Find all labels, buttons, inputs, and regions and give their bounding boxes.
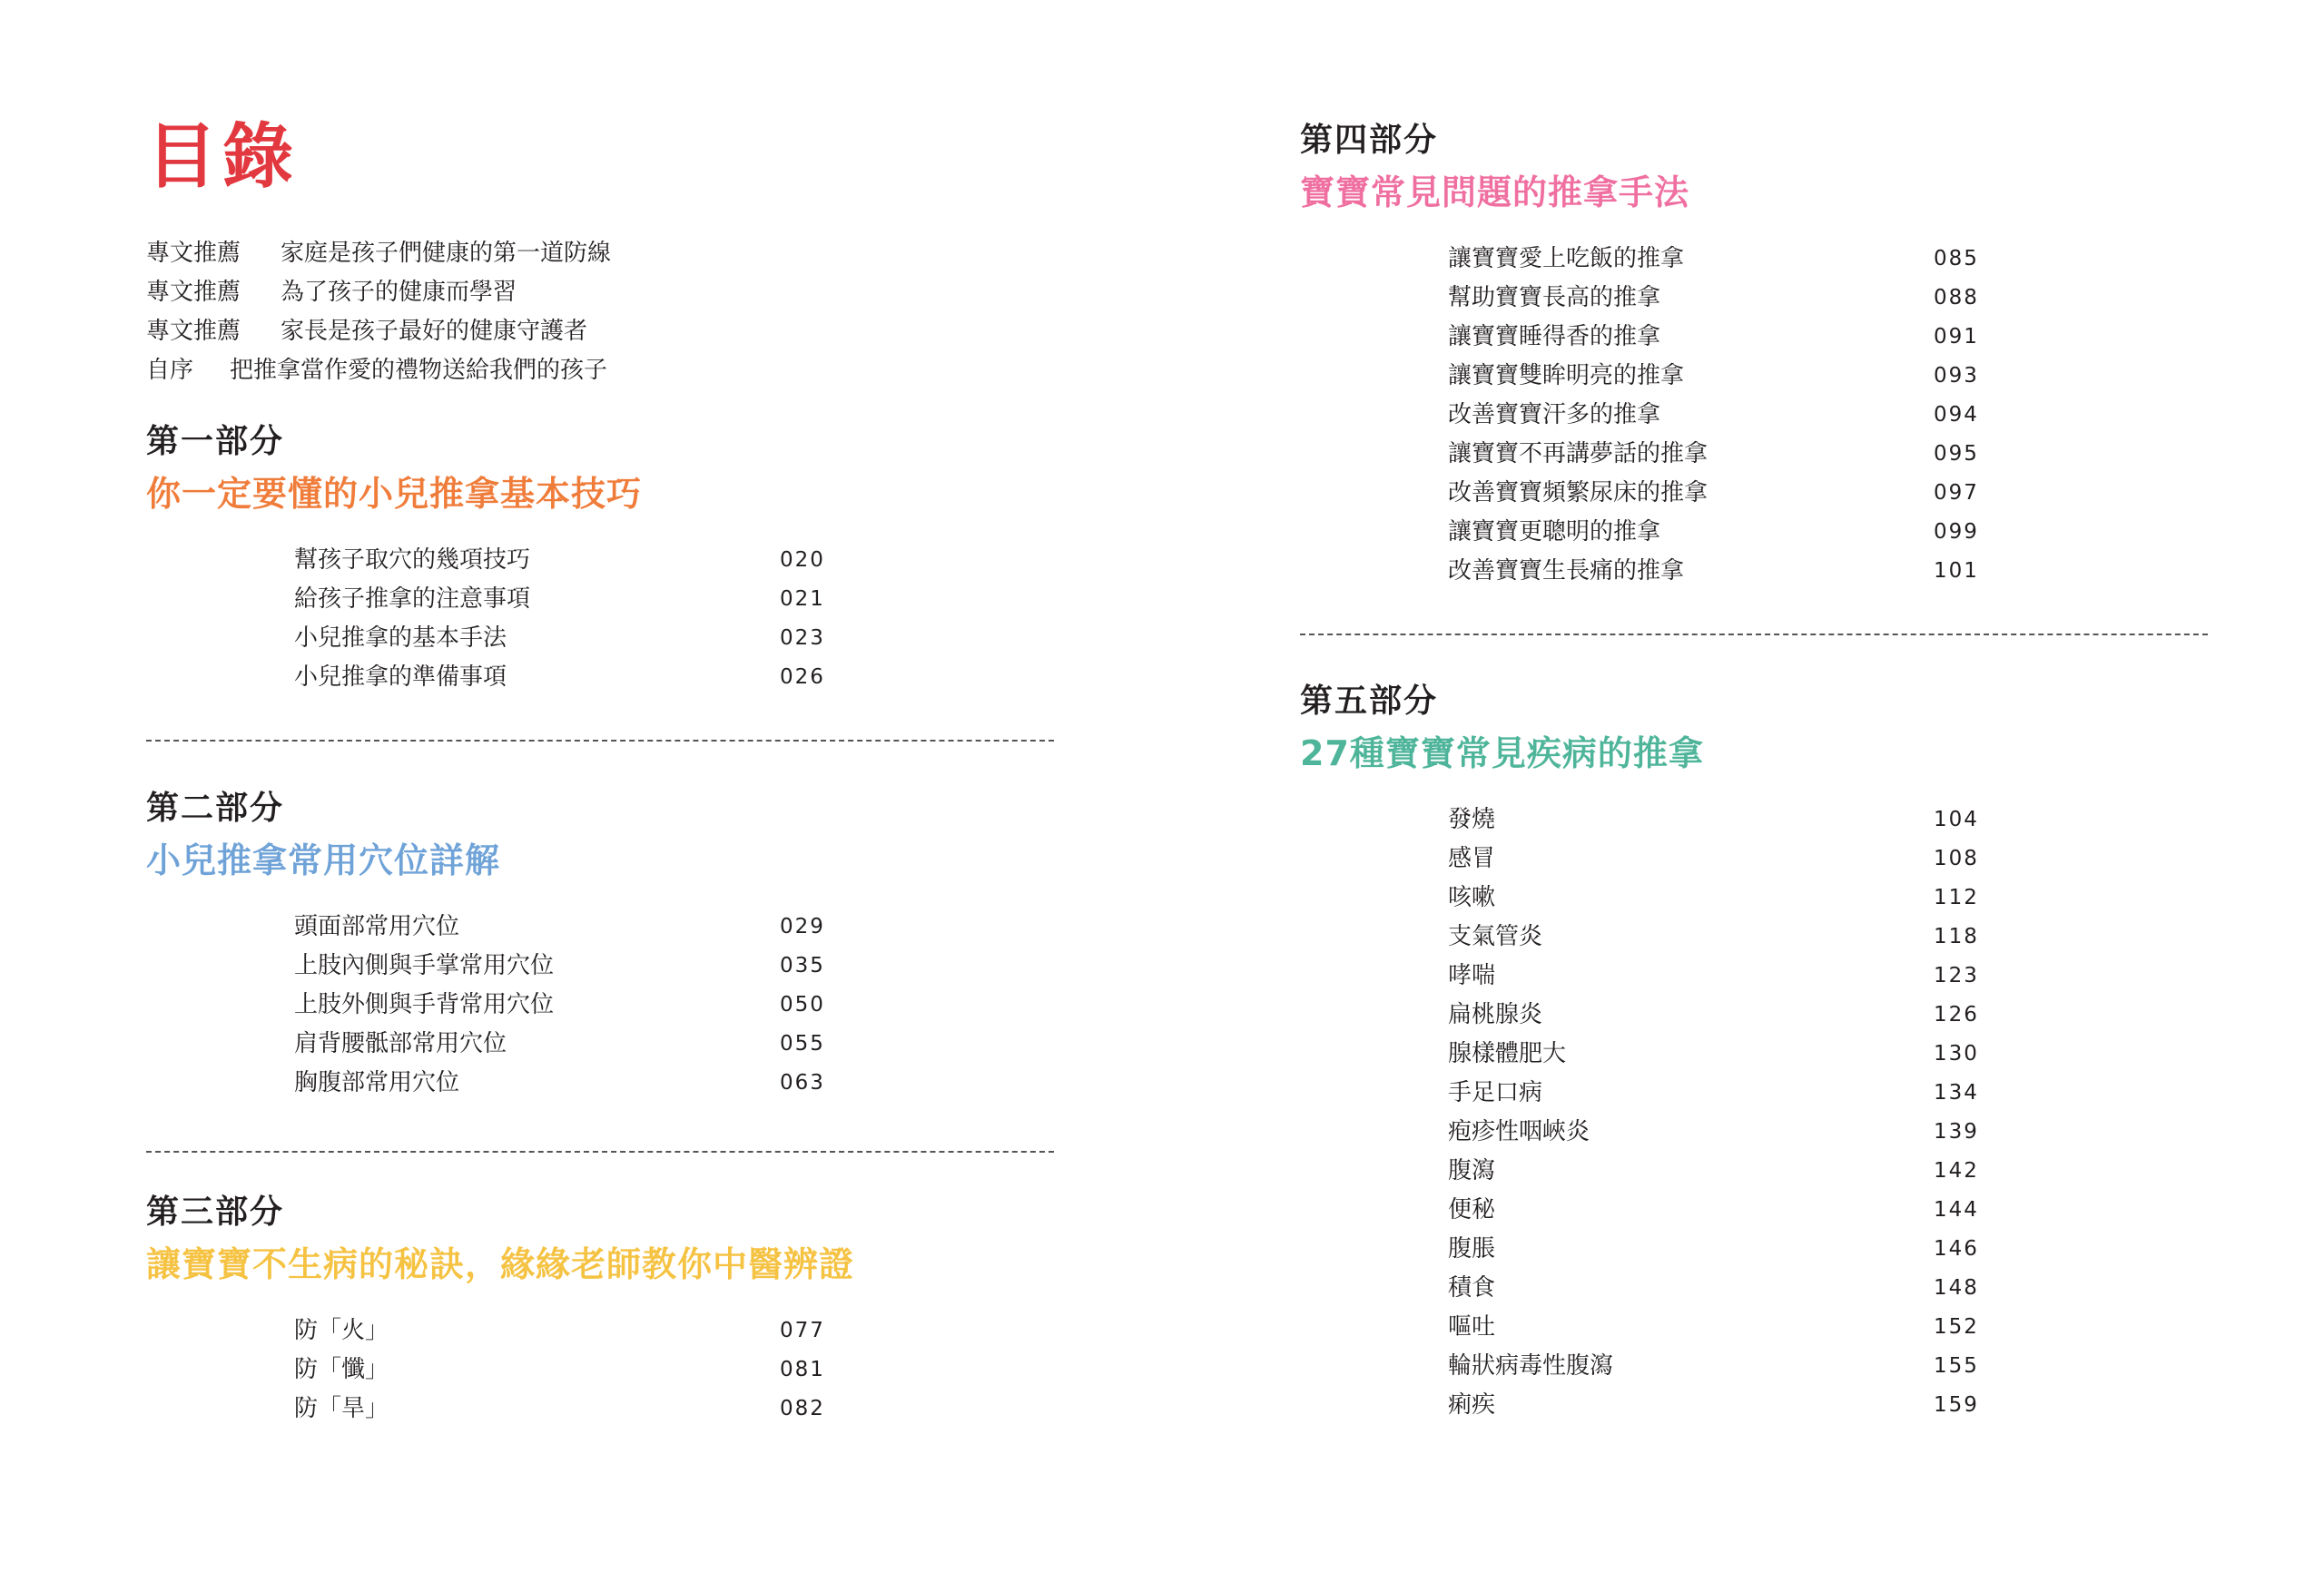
- section-divider: [146, 740, 1054, 742]
- intro-kind: 自序: [146, 357, 194, 384]
- entry-title: 感冒: [1448, 845, 1496, 872]
- part-title: 小兒推拿常用穴位詳解: [146, 840, 501, 880]
- toc-entry[interactable]: [1448, 1152, 1979, 1191]
- toc-entry[interactable]: [1448, 1308, 1979, 1347]
- part-label: 第四部分: [1300, 122, 1439, 159]
- intro-item[interactable]: [146, 234, 611, 273]
- toc-entry[interactable]: [1448, 996, 1979, 1035]
- toc-entry[interactable]: [294, 658, 825, 697]
- entry-page-number: 126: [1934, 1003, 1979, 1027]
- intro-item[interactable]: [146, 273, 611, 312]
- intro-item[interactable]: [146, 312, 611, 351]
- entry-page-number: 020: [780, 548, 825, 572]
- entry-page-number: 055: [780, 1032, 825, 1056]
- toc-entry[interactable]: [1448, 1035, 1979, 1074]
- intro-text: 家庭是孩子們健康的第一道防線: [281, 240, 612, 267]
- entry-title: 手足口病: [1448, 1079, 1543, 1106]
- entry-page-number: 094: [1934, 403, 1979, 427]
- entry-page-number: 130: [1934, 1042, 1979, 1066]
- entry-page-number: 091: [1934, 325, 1979, 349]
- toc-title: 目錄: [146, 116, 300, 198]
- entry-title: 胸腹部常用穴位: [294, 1069, 460, 1096]
- toc-entry[interactable]: [294, 580, 825, 619]
- entry-title: 腹脹: [1448, 1235, 1496, 1263]
- entry-page-number: 081: [780, 1358, 825, 1381]
- toc-entry[interactable]: [294, 986, 825, 1025]
- entry-page-number: 152: [1934, 1315, 1979, 1339]
- toc-entry[interactable]: [1448, 357, 1979, 396]
- entry-page-number: 146: [1934, 1237, 1979, 1261]
- toc-entry[interactable]: [1448, 801, 1979, 840]
- entry-page-number: 077: [780, 1319, 825, 1342]
- toc-entry[interactable]: [294, 1064, 825, 1103]
- entry-page-number: 026: [780, 665, 825, 689]
- entry-page-number: 139: [1934, 1120, 1979, 1144]
- entry-title: 改善寶寶頻繁尿床的推拿: [1448, 479, 1709, 506]
- entry-page-number: 148: [1934, 1276, 1979, 1300]
- entry-page-number: 118: [1934, 925, 1979, 948]
- toc-entry[interactable]: [1448, 1269, 1979, 1308]
- entry-page-number: 093: [1934, 364, 1979, 388]
- entry-title: 小兒推拿的準備事項: [294, 663, 507, 691]
- entry-page-number: 021: [780, 587, 825, 611]
- entry-page-number: 029: [780, 915, 825, 938]
- entry-page-number: 035: [780, 954, 825, 978]
- entry-title: 發燒: [1448, 806, 1496, 833]
- entry-title: 肩背腰骶部常用穴位: [294, 1030, 507, 1057]
- entry-list: [294, 1312, 854, 1429]
- toc-entry[interactable]: [1448, 1386, 1979, 1425]
- intro-text: 為了孩子的健康而學習: [281, 279, 517, 306]
- entry-title: 頭面部常用穴位: [294, 913, 460, 940]
- part-label: 第三部分: [146, 1194, 285, 1231]
- entry-page-number: 134: [1934, 1081, 1979, 1105]
- part-label: 第二部分: [146, 790, 285, 827]
- entry-page-number: 144: [1934, 1198, 1979, 1222]
- entry-page-number: 097: [1934, 481, 1979, 505]
- toc-entry[interactable]: [294, 1312, 854, 1351]
- toc-entry[interactable]: [1448, 840, 1979, 879]
- toc-entry[interactable]: [294, 1390, 854, 1429]
- entry-title: 讓寶寶雙眸明亮的推拿: [1448, 362, 1685, 389]
- part-1: [146, 419, 825, 697]
- entry-title: 讓寶寶愛上吃飯的推拿: [1448, 245, 1685, 272]
- intro-list: [146, 234, 611, 390]
- entry-page-number: 085: [1934, 247, 1979, 270]
- toc-entry[interactable]: [294, 1351, 854, 1390]
- entry-page-number: 142: [1934, 1159, 1979, 1183]
- toc-entry[interactable]: [1448, 474, 1979, 513]
- part-title: 讓寶寶不生病的秘訣，緣緣老師教你中醫辨證: [146, 1244, 855, 1284]
- entry-title: 防「火」: [294, 1317, 389, 1344]
- toc-entry[interactable]: [1448, 1230, 1979, 1269]
- toc-entry[interactable]: [1448, 1347, 1979, 1386]
- entry-title: 上肢外側與手背常用穴位: [294, 991, 555, 1018]
- entry-title: 腺樣體肥大: [1448, 1040, 1567, 1067]
- part-title: 27種寶寶常見疾病的推拿: [1300, 733, 1704, 773]
- toc-entry[interactable]: [1448, 513, 1979, 552]
- entry-page-number: 104: [1934, 808, 1979, 831]
- toc-entry[interactable]: [1448, 318, 1979, 357]
- entry-page-number: 155: [1934, 1354, 1979, 1378]
- part-label: 第一部分: [146, 423, 285, 460]
- toc-entry[interactable]: [1448, 1074, 1979, 1113]
- entry-title: 幫助寶寶長高的推拿: [1448, 284, 1661, 311]
- entry-page-number: 159: [1934, 1393, 1979, 1417]
- toc-entry[interactable]: [1448, 396, 1979, 435]
- toc-entry[interactable]: [1448, 1113, 1979, 1152]
- entry-title: 讓寶寶不再講夢話的推拿: [1448, 440, 1709, 467]
- toc-entry[interactable]: [294, 947, 825, 986]
- entry-title: 嘔吐: [1448, 1313, 1496, 1341]
- toc-entry[interactable]: [294, 619, 825, 658]
- toc-entry[interactable]: [1448, 957, 1979, 996]
- toc-entry[interactable]: [1448, 279, 1979, 318]
- entry-page-number: 050: [780, 993, 825, 1017]
- entry-title: 給孩子推拿的注意事項: [294, 585, 531, 613]
- entry-title: 改善寶寶汗多的推拿: [1448, 401, 1661, 428]
- entry-title: 讓寶寶睡得香的推拿: [1448, 323, 1661, 350]
- part-4: [1300, 118, 1979, 591]
- entry-title: 痢疾: [1448, 1391, 1496, 1419]
- section-divider: [146, 1151, 1054, 1153]
- part-3: [146, 1190, 854, 1429]
- toc-entry[interactable]: [1448, 918, 1979, 957]
- part-2: [146, 786, 825, 1103]
- entry-page-number: 108: [1934, 847, 1979, 870]
- entry-page-number: 101: [1934, 559, 1979, 583]
- entry-page-number: 082: [780, 1397, 825, 1420]
- part-5: [1300, 679, 1979, 1425]
- entry-title: 防「懺」: [294, 1356, 389, 1383]
- entry-page-number: 088: [1934, 286, 1979, 309]
- entry-list: [294, 541, 825, 697]
- toc-entry[interactable]: [1448, 879, 1979, 918]
- part-title: 你一定要懂的小兒推拿基本技巧: [146, 474, 643, 514]
- toc-entry[interactable]: [294, 1025, 825, 1064]
- intro-kind: 專文推薦: [146, 279, 241, 306]
- entry-title: 上肢內側與手掌常用穴位: [294, 952, 555, 979]
- part-title: 寶寶常見問題的推拿手法: [1300, 172, 1690, 212]
- intro-text: 家長是孩子最好的健康守護者: [281, 318, 588, 345]
- toc-entry[interactable]: [1448, 435, 1979, 474]
- entry-title: 讓寶寶更聰明的推拿: [1448, 518, 1661, 545]
- entry-page-number: 112: [1934, 886, 1979, 909]
- entry-title: 幫孩子取穴的幾項技巧: [294, 546, 531, 574]
- entry-list: [1448, 240, 1979, 591]
- entry-title: 疱疹性咽峽炎: [1448, 1118, 1590, 1145]
- entry-list: [1448, 801, 1979, 1425]
- entry-page-number: 123: [1934, 964, 1979, 987]
- intro-text: 把推拿當作愛的禮物送給我們的孩子: [230, 357, 608, 384]
- intro-kind: 專文推薦: [146, 240, 241, 267]
- entry-title: 小兒推拿的基本手法: [294, 624, 507, 652]
- entry-title: 輪狀病毒性腹瀉: [1448, 1352, 1614, 1380]
- part-label: 第五部分: [1300, 683, 1439, 720]
- intro-kind: 專文推薦: [146, 318, 241, 345]
- entry-list: [294, 908, 825, 1103]
- entry-title: 防「旱」: [294, 1395, 389, 1422]
- entry-title: 咳嗽: [1448, 884, 1496, 911]
- entry-page-number: 099: [1934, 520, 1979, 544]
- section-divider: [1300, 634, 2208, 635]
- toc-entry[interactable]: [1448, 552, 1979, 591]
- entry-title: 便秘: [1448, 1196, 1496, 1223]
- entry-title: 積食: [1448, 1274, 1496, 1302]
- entry-page-number: 023: [780, 626, 825, 650]
- entry-title: 哮喘: [1448, 962, 1496, 989]
- entry-title: 腹瀉: [1448, 1157, 1496, 1184]
- entry-title: 改善寶寶生長痛的推拿: [1448, 557, 1685, 585]
- entry-page-number: 063: [780, 1071, 825, 1095]
- entry-title: 扁桃腺炎: [1448, 1001, 1543, 1028]
- toc-entry[interactable]: [294, 541, 825, 580]
- intro-item[interactable]: [146, 351, 611, 390]
- toc-entry[interactable]: [1448, 1191, 1979, 1230]
- entry-title: 支氣管炎: [1448, 923, 1543, 950]
- entry-page-number: 095: [1934, 442, 1979, 466]
- toc-entry[interactable]: [1448, 240, 1979, 279]
- toc-entry[interactable]: [294, 908, 825, 947]
